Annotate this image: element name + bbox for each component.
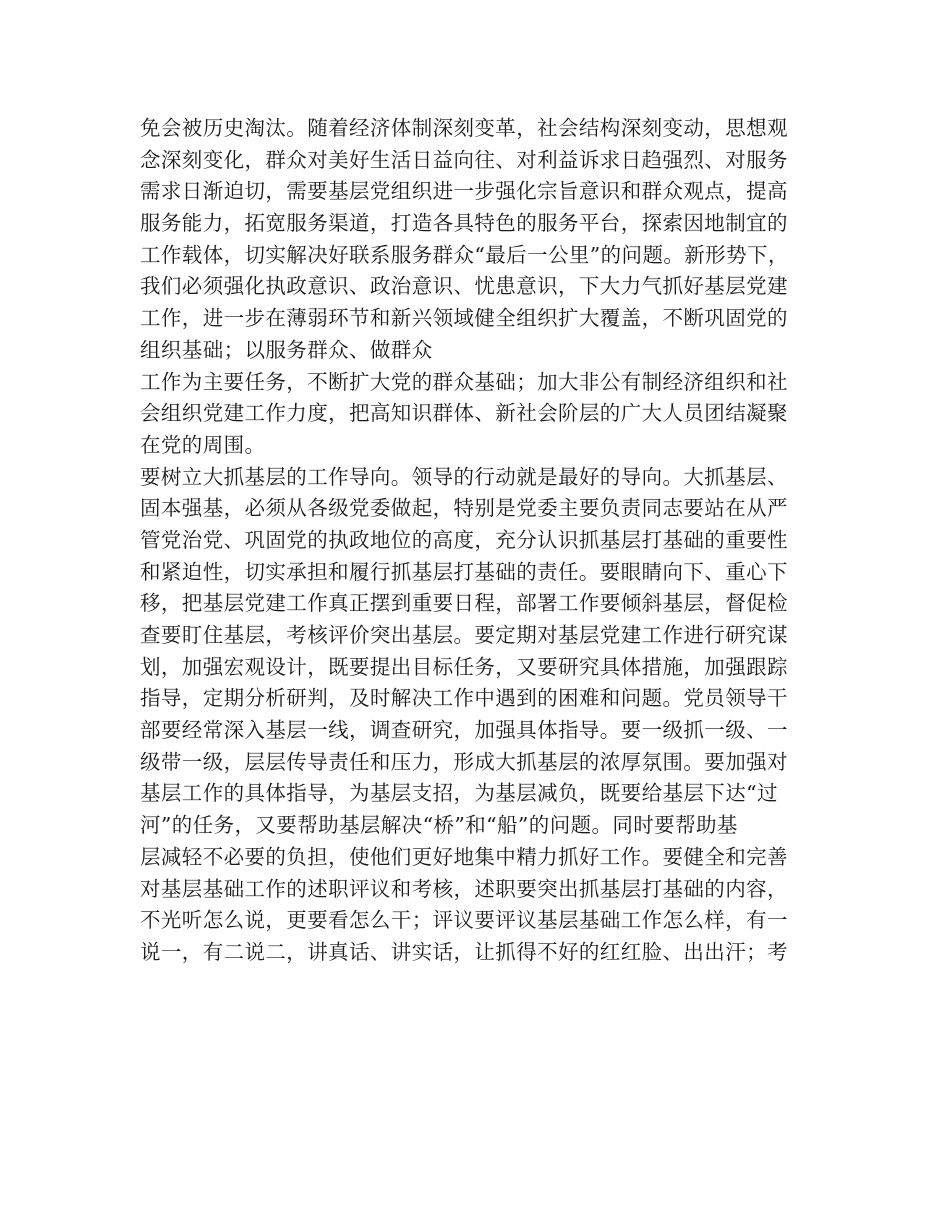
text-line: 部要经常深入基层一线，调查研究，加强具体指导。要一级抓一级、一 [140,718,788,743]
text-line: 服务能力，拓宽服务渠道，打造各具特色的服务平台，探索因地制宜的 [140,211,788,236]
text-line: 查要盯住基层，考核评价突出基层。要定期对基层党建工作进行研究谋 [140,623,788,647]
text-line: 不光听怎么说，更要看怎么干；评议要评议基层基础工作怎么样，有一 [140,908,788,933]
body-text [140,113,820,969]
text-line: 管党治党、巩固党的执政地位的高度，充分认识抓基层打基础的重要性 [140,527,788,552]
text-line: 固本强基，必须从各级党委做起，特别是党委主要负责同志要站在从严 [140,496,788,521]
text-line: 划，加强宏观设计，既要提出目标任务，又要研究具体措施，加强跟踪 [140,654,788,679]
text-line: 会组织党建工作力度，把高知识群体、新社会阶层的广大人员团结凝聚 [140,401,788,426]
text-line: 级带一级，层层传导责任和压力，形成大抓基层的浓厚氛围。要加强对 [140,749,788,774]
text-line: 工作载体，切实解决好联系服务群众“最后一公里”的问题。新形势下， [140,242,789,267]
text-line: 组织基础；以服务群众、做群众 [140,337,433,362]
text-line: 指导，定期分析研判，及时解决工作中遇到的困难和问题。党员领导干 [140,686,788,711]
text-line: 我们必须强化执政意识、政治意识、忧患意识，下大力气抓好基层党建 [140,274,788,299]
text-line: 工作，进一步在薄弱环节和新兴领域健全组织扩大覆盖，不断巩固党的 [140,306,788,331]
text-line: 要树立大抓基层的工作导向。领导的行动就是最好的导向。大抓基层、 [140,464,788,489]
text-line: 说一，有二说二，讲真话、讲实话，让抓得不好的红红脸、出出汗；考 [140,939,788,964]
text-line: 和紧迫性，切实承担和履行抓基层打基础的责任。要眼睛向下、重心下 [140,559,788,584]
text-line: 基层工作的具体指导，为基层支招，为基层减负，既要给基层下达“过 [140,781,778,806]
text-line: 需求日渐迫切，需要基层党组织进一步强化宗旨意识和群众观点，提高 [140,179,788,204]
text-line: 免会被历史淘汰。随着经济体制深刻变革，社会结构深刻变动，思想观 [140,116,788,140]
text-line: 对基层基础工作的述职评议和考核，述职要突出抓基层打基础的内容， [140,876,788,901]
text-line: 念深刻变化，群众对美好生活日益向往、对利益诉求日趋强烈、对服务 [140,147,788,172]
text-line: 工作为主要任务，不断扩大党的群众基础；加大非公有制经济组织和社 [140,369,788,394]
text-line: 河”的任务，又要帮助基层解决“桥”和“船”的问题。同时要帮助基 [140,813,738,838]
text-line: 在党的周围。 [140,432,266,457]
text-line: 层减轻不必要的负担，使他们更好地集中精力抓好工作。要健全和完善 [140,844,788,869]
text-line: 移，把基层党建工作真正摆到重要日程，部署工作要倾斜基层，督促检 [140,591,788,616]
